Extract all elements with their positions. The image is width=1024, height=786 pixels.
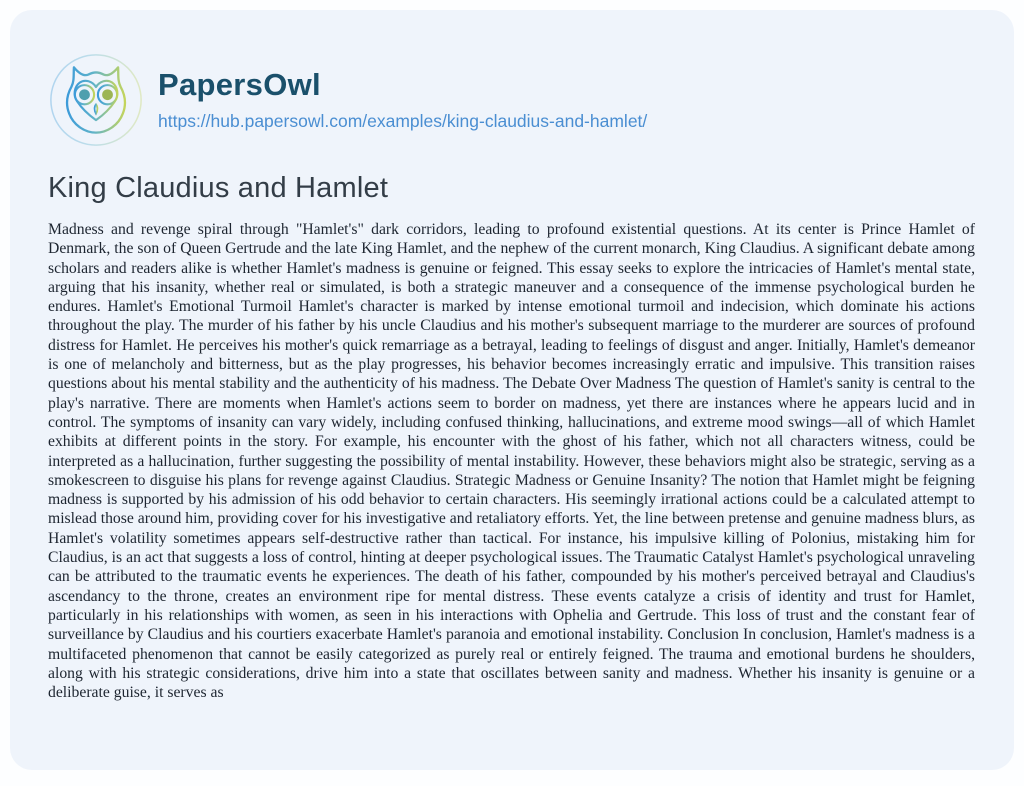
brand-name: PapersOwl xyxy=(158,67,321,103)
page-panel xyxy=(10,10,1014,770)
essay-title: King Claudius and Hamlet xyxy=(48,172,389,204)
brand-header xyxy=(48,52,975,148)
source-url-link[interactable]: https://hub.papersowl.com/examples/king-claudius-and-hamlet/ xyxy=(158,110,648,131)
brand-text-block xyxy=(158,68,647,131)
essay-body-text: Madness and revenge spiral through "Hamlet's" dark corridors, leading to profound existential questions. At its center is Prince Hamlet of Denmark, the son of Queen Gertrude and the late King Hamlet, and the nephew of the current monarch, King Claudius. A significant debate among scholars and readers alike is whether Hamlet's madness is genuine or feigned. This essay seeks to explore the intricacies of Hamlet's mental state, arguing that his insanity, whether real or simulated, is both a strategic maneuver and a consequence of the immense psychological burden he endures. Hamlet's Emotional Turmoil Hamlet's character is marked by intense emotional turmoil and indecision, which dominate his actions throughout the play. The murder of his father by his uncle Claudius and his mother's subsequent marriage to the murderer are sources of profound distress for Hamlet. He perceives his mother's quick remarriage as a betrayal, leading to feelings of disgust and anger. Initially, Hamlet's demeanor is one of melancholy and bitterness, but as the play progresses, his behavior becomes increasingly erratic and impulsive. This transition raises questions about his mental stability and the authenticity of his madness. The Debate Over Madness The question of Hamlet's sanity is central to the play's narrative. There are moments when Hamlet's actions seem to border on madness, yet there are instances where he appears lucid and in control. The symptoms of insanity can vary widely, including confused thinking, hallucinations, and extreme mood swings—all of which Hamlet exhibits at different points in the story. For example, his encounter with the ghost of his father, which not all characters witness, could be interpreted as a hallucination, further suggesting the possibility of mental instability. However, these behaviors might also be strategic, serving as a smokescreen to disguise his plans for revenge against Claudius. Strategic Madness or Genuine Insanity? The notion that Hamlet might be feigning madness is supported by his admission of his odd behavior to certain characters. His seemingly irrational actions could be a calculated attempt to mislead those around him, providing cover for his investigative and retaliatory efforts. Yet, the line between pretense and genuine madness blurs, as Hamlet's volatility sometimes appears self-destructive rather than tactical. For instance, his impulsive killing of Polonius, mistaking him for Claudius, is an act that suggests a loss of control, hinting at deeper psychological issues. The Traumatic Catalyst Hamlet's psychological unraveling can be attributed to the traumatic events he experiences. The death of his father, compounded by his mother's perceived betrayal and Claudius's ascendancy to the throne, creates an environment ripe for mental distress. These events catalyze a crisis of identity and trust for Hamlet, particularly in his relationships with women, as seen in his interactions with Ophelia and Gertrude. This loss of trust and the constant fear of surveillance by Claudius and his courtiers exacerbate Hamlet's paranoia and emotional instability. Conclusion In conclusion, Hamlet's madness is a multifaceted phenomenon that cannot be easily categorized as purely real or entirely feigned. The trauma and emotional burdens he shoulders, along with his strategic considerations, drive him into a state that oscillates between sanity and madness. Whether his insanity is genuine or a deliberate guise, it serves as xyxy=(48,221,975,702)
papersowl-owl-logo-icon xyxy=(48,52,144,148)
